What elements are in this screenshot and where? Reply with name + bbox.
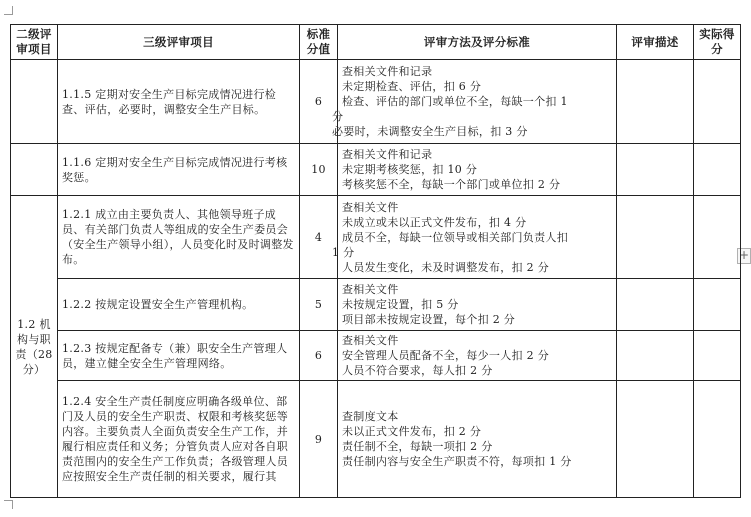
actual-score-cell[interactable] [694, 279, 741, 331]
method-line: 查相关文件和记录 [342, 148, 433, 161]
score-cell: 5 [300, 279, 338, 331]
method-cell [338, 381, 617, 498]
score-cell: 10 [300, 144, 338, 196]
header-row [11, 25, 741, 60]
method-cell [332, 60, 617, 144]
item-cell: 1.2.3 按规定配备专（兼）职安全生产管理人员，建立健全安全生产管理网络。 [58, 331, 300, 381]
method-line: 责任制不全，每缺一项扣 2 分 [342, 440, 493, 453]
method-line: 查制度文本 [342, 410, 399, 423]
method-line: 查相关文件和记录 [342, 65, 433, 78]
page-corner-mark [4, 500, 13, 509]
table-row [11, 331, 741, 381]
method-line: 安全管理人员配备不全，每少一人扣 2 分 [342, 349, 549, 362]
page-corner-mark [4, 6, 13, 15]
description-cell[interactable] [617, 60, 694, 144]
level2-cell [11, 144, 58, 196]
description-cell[interactable] [617, 144, 694, 196]
method-cell [332, 196, 617, 279]
method-line: 人员不符合要求，每人扣 2 分 [342, 364, 493, 377]
table-row [11, 60, 741, 144]
method-line: 考核奖惩不全，每缺一个部门或单位扣 2 分 [342, 178, 561, 191]
header-description: 评审描述 [617, 25, 694, 60]
score-cell: 6 [300, 331, 338, 381]
review-table [10, 24, 741, 498]
actual-score-cell[interactable] [694, 144, 741, 196]
method-cell [338, 144, 617, 196]
description-cell[interactable] [617, 196, 694, 279]
header-standard-score: 标准分值 [300, 25, 338, 60]
method-cell [338, 331, 617, 381]
header-method: 评审方法及评分标准 [338, 25, 617, 60]
item-cell: 1.1.5 定期对安全生产目标完成情况进行检查、评估，必要时，调整安全生产目标。 [58, 60, 300, 144]
method-line: 必要时，未调整安全生产目标，扣 3 分 [332, 125, 528, 138]
header-level3: 三级评审项目 [58, 25, 300, 60]
description-cell[interactable] [617, 279, 694, 331]
actual-score-cell[interactable] [694, 381, 741, 498]
table-row [11, 381, 741, 498]
method-line: 人员发生变化，未及时调整发布，扣 2 分 [342, 260, 549, 274]
method-line: 查相关文件 [342, 200, 399, 214]
method-line: 未定期考核奖惩，扣 10 分 [342, 163, 478, 176]
method-line: 分 [332, 110, 344, 123]
score-cell: 6 [300, 60, 338, 144]
method-line: 查相关文件 [342, 283, 399, 296]
level2-group-cell: 1.2 机构与职责（28分） [11, 196, 58, 498]
table-row [11, 279, 741, 331]
score-cell: 9 [300, 381, 338, 498]
score-cell: 4 [300, 196, 338, 279]
method-line: 成员不全，每缺一位领导或相关部门负责人扣 [342, 230, 568, 244]
table-row [11, 144, 741, 196]
method-line: 未定期检查、评估，扣 6 分 [342, 80, 482, 93]
method-line: 项目部未按规定设置，每个扣 2 分 [342, 313, 516, 326]
method-cell [338, 279, 617, 331]
method-line: 未以正式文件发布，扣 2 分 [342, 425, 482, 438]
description-cell[interactable] [617, 381, 694, 498]
method-line: 未成立或未以正式文件发布，扣 4 分 [342, 215, 527, 229]
actual-score-cell[interactable] [694, 60, 741, 144]
actual-score-cell[interactable] [694, 196, 741, 279]
method-line: 未按规定设置，扣 5 分 [342, 298, 459, 311]
add-row-button[interactable]: + [738, 248, 750, 262]
level2-cell [11, 60, 58, 144]
method-line: 查相关文件 [342, 334, 399, 347]
actual-score-cell[interactable] [694, 331, 741, 381]
header-level2: 二级评审项目 [11, 25, 58, 60]
method-line: 1 分 [332, 245, 355, 259]
method-line: 责任制内容与安全生产职责不符，每项扣 1 分 [342, 455, 572, 468]
table-row [11, 196, 741, 279]
item-cell: 1.1.6 定期对安全生产目标完成情况进行考核奖惩。 [58, 144, 300, 196]
item-cell: 1.2.1 成立由主要负责人、其他领导班子成员、有关部门负责人等组成的安全生产委员会（安全生产领导小组），人员变化时及时调整发布。 [58, 196, 300, 279]
description-cell[interactable] [617, 331, 694, 381]
header-actual-score: 实际得分 [694, 25, 741, 60]
item-cell: 1.2.2 按规定设置安全生产管理机构。 [58, 279, 300, 331]
item-cell: 1.2.4 安全生产责任制度应明确各级单位、部门及人员的安全生产职责、权限和考核奖惩等内容。主要负责人全面负责安全生产工作，并履行相应责任和义务；分管负责人应对各自职责范围内的安全生产工作负责；各级管理人员应按照安全生产责任制的相关要求，履行其 [58, 381, 300, 498]
method-line: 检查、评估的部门或单位不全，每缺一个扣 1 [342, 95, 568, 108]
